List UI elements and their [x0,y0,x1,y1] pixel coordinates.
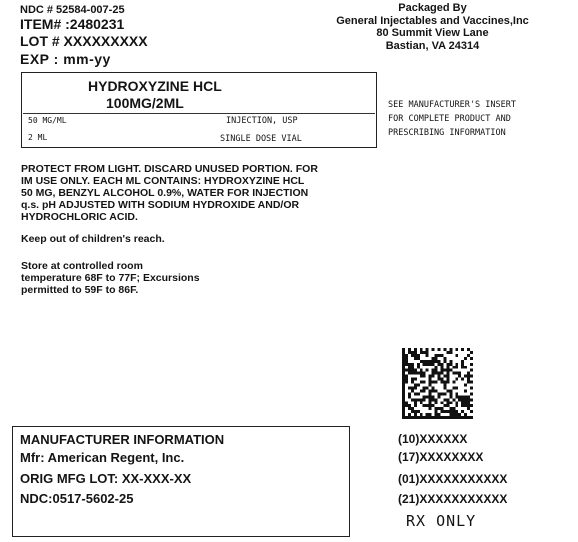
manufacturer-ndc: NDC:0517-5602-25 [20,491,134,506]
contents-line: 50 MG, BENZYL ALCOHOL 0.9%, WATER FOR INJECTION [21,187,309,199]
code-17: (17)XXXXXXXX [398,450,484,464]
product-box-divider [23,113,375,114]
datamatrix-barcode-icon [402,348,473,419]
insert-note-line: PRESCRIBING INFORMATION [388,128,506,138]
children-warning [21,233,165,245]
contents-line: q.s. pH ADJUSTED WITH SODIUM HYDROXIDE AND/OR [21,199,300,211]
rx-only-label: RX ONLY [406,512,477,530]
product-vial-type: SINGLE DOSE VIAL [220,134,302,144]
product-volume: 2 ML [28,133,48,142]
product-concentration: 50 MG/ML [28,116,67,125]
manufacturer-title: MANUFACTURER INFORMATION [20,432,225,447]
contents-line: HYDROCHLORIC ACID. [21,211,138,223]
insert-note-line: SEE MANUFACTURER'S INSERT [388,100,516,110]
contents-paragraph [21,163,318,223]
storage-line: temperature 68F to 77F; Excursions [21,272,200,284]
product-name: HYDROXYZINE HCL [88,78,222,94]
code-10: (10)XXXXXX [398,432,468,446]
packager-street: 80 Summit View Lane [376,27,489,39]
contents-line: IM USE ONLY. EACH ML CONTAINS: HYDROXYZINE HCL [21,175,305,187]
storage-line: Store at controlled room [21,260,143,272]
packager-name: General Injectables and Vaccines,Inc [336,14,529,27]
original-lot: ORIG MFG LOT: XX-XXX-XX [20,471,192,486]
contents-line: PROTECT FROM LIGHT. DISCARD UNUSED PORTION. FOR [21,163,318,175]
insert-note [388,98,516,140]
expiration-date: EXP : mm-yy [20,51,111,67]
product-form: INJECTION, USP [226,116,298,126]
product-strength: 100MG/2ML [106,95,184,111]
item-number: ITEM# :2480231 [20,16,125,32]
packager-label: Packaged By [398,2,467,14]
storage-paragraph [21,260,200,296]
insert-note-line: FOR COMPLETE PRODUCT AND [388,114,511,124]
code-01: (01)XXXXXXXXXXX [398,472,508,486]
storage-line: permitted to 59F to 86F. [21,284,139,296]
code-21: (21)XXXXXXXXXXX [398,492,508,506]
packager-info [300,2,565,52]
packager-city: Bastian, VA 24314 [385,39,480,52]
children-warning-text: Keep out of children's reach. [21,233,165,245]
lot-number: LOT # XXXXXXXXX [20,33,148,49]
ndc-number: NDC # 52584-007-25 [20,4,125,16]
manufacturer-name: Mfr: American Regent, Inc. [20,450,185,465]
